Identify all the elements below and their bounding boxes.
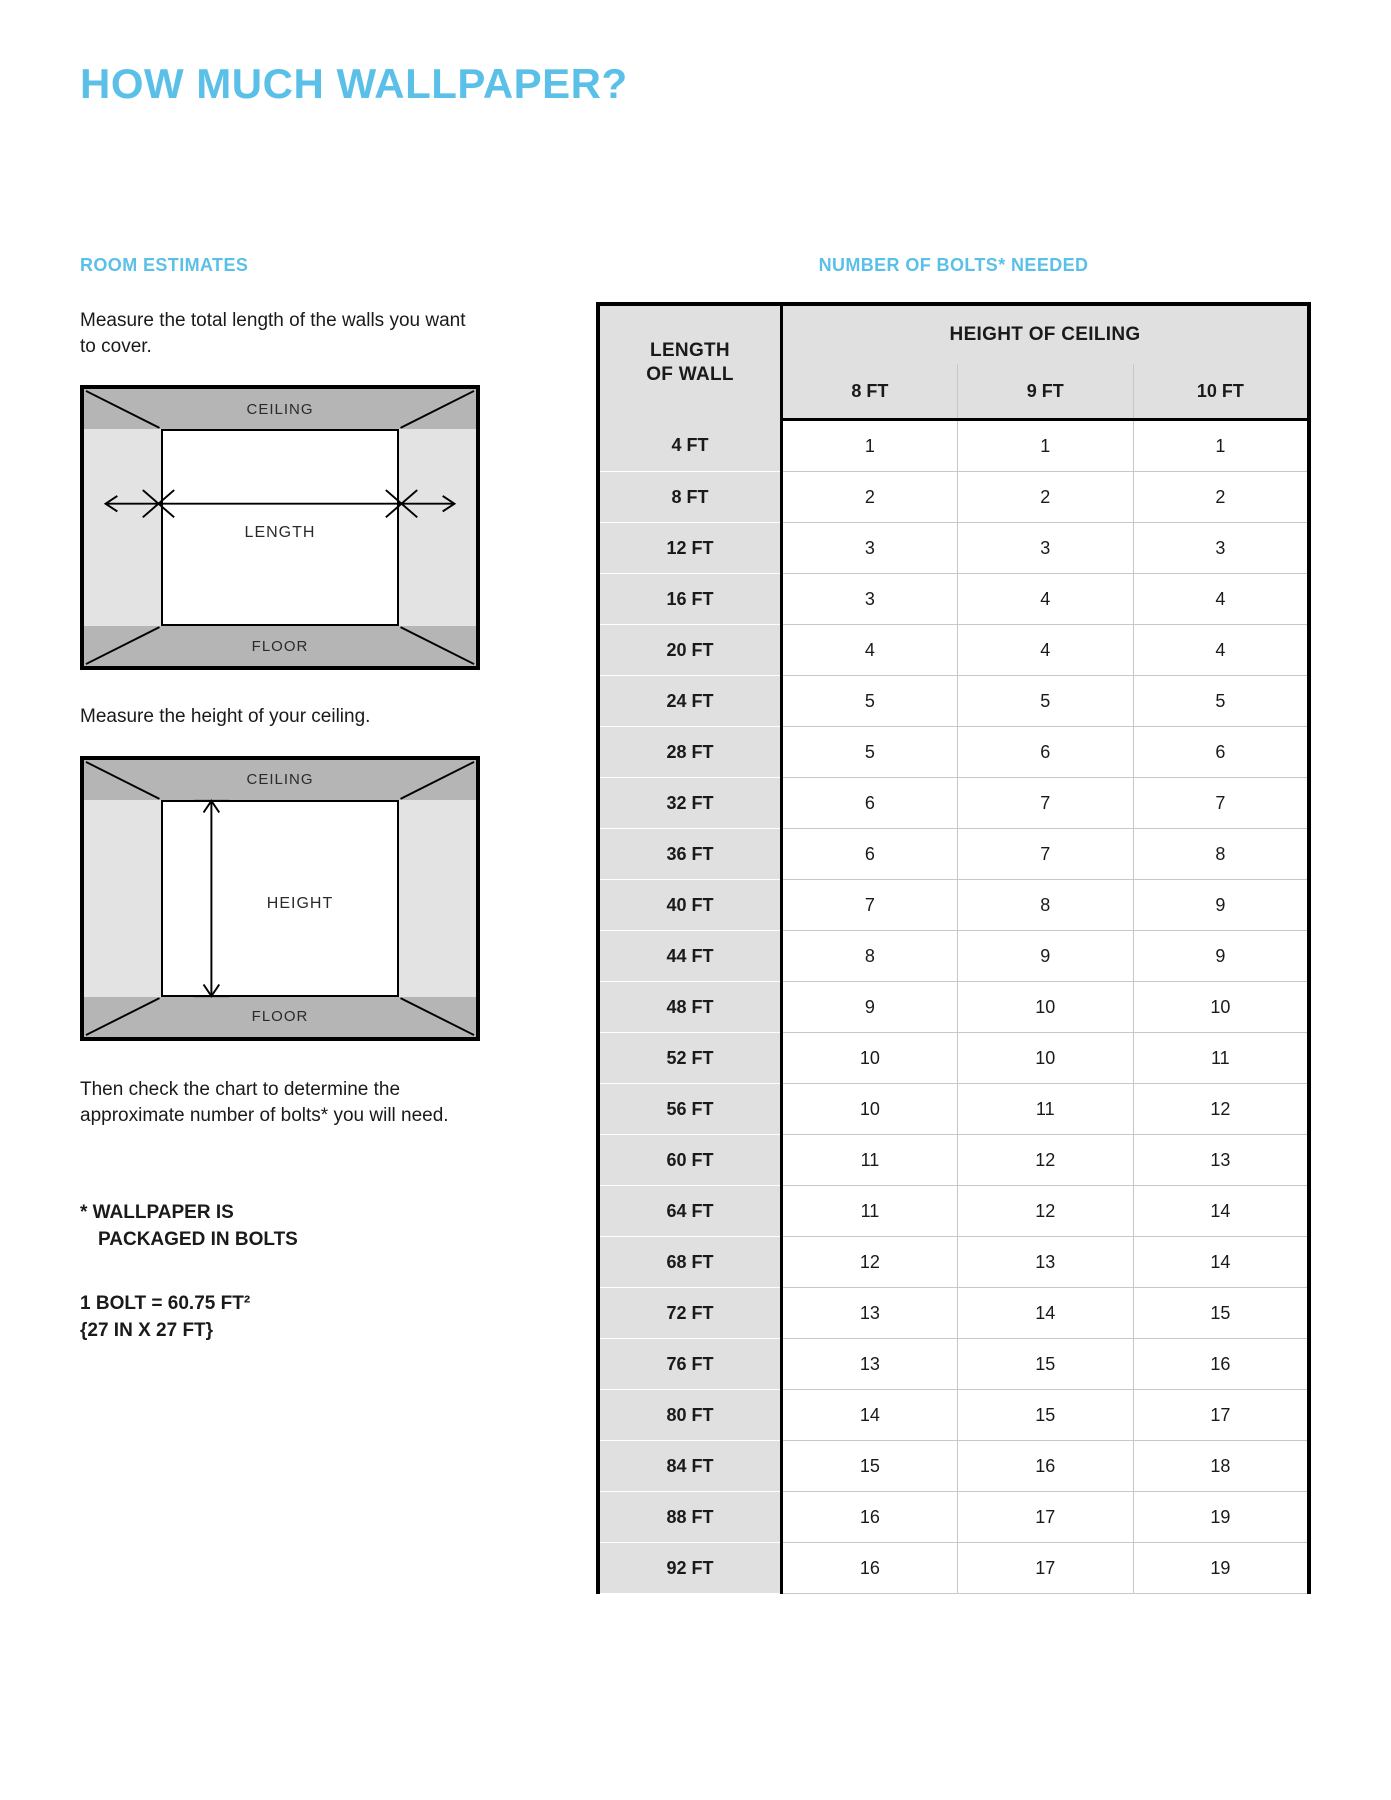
column-header-9ft: 9 FT xyxy=(957,364,1133,420)
floor-label: FLOOR xyxy=(251,1008,309,1026)
room-estimates-column xyxy=(80,255,480,1345)
row-label-length: 8 FT xyxy=(598,472,782,523)
step-2-text: Measure the height of your ceiling. xyxy=(80,706,371,728)
row-label-length: 60 FT xyxy=(598,1135,782,1186)
table-row xyxy=(598,931,1309,982)
table-row xyxy=(598,1135,1309,1186)
table-row xyxy=(598,880,1309,931)
row-label-length: 68 FT xyxy=(598,1237,782,1288)
table-header-row-group xyxy=(598,304,1309,364)
footnote-line-1: * WALLPAPER IS xyxy=(80,1202,234,1224)
table-row xyxy=(598,420,1309,472)
cell-bolts: 12 xyxy=(782,1237,958,1288)
cell-bolts: 1 xyxy=(957,420,1133,472)
cell-bolts: 11 xyxy=(957,1084,1133,1135)
cell-bolts: 3 xyxy=(1133,523,1309,574)
row-label-length: 4 FT xyxy=(598,420,782,472)
corner-label-line-1: LENGTH xyxy=(650,340,730,361)
table-row xyxy=(598,1237,1309,1288)
row-label-length: 12 FT xyxy=(598,523,782,574)
cell-bolts: 16 xyxy=(957,1441,1133,1492)
table-row xyxy=(598,1288,1309,1339)
cell-bolts: 17 xyxy=(957,1543,1133,1594)
column-header-10ft: 10 FT xyxy=(1133,364,1309,420)
group-header-height-of-ceiling: HEIGHT OF CEILING xyxy=(782,304,1310,364)
table-row xyxy=(598,1543,1309,1594)
cell-bolts: 7 xyxy=(782,880,958,931)
cell-bolts: 16 xyxy=(782,1492,958,1543)
table-row xyxy=(598,625,1309,676)
cell-bolts: 5 xyxy=(957,676,1133,727)
table-row xyxy=(598,574,1309,625)
row-label-length: 72 FT xyxy=(598,1288,782,1339)
cell-bolts: 14 xyxy=(957,1288,1133,1339)
row-label-length: 88 FT xyxy=(598,1492,782,1543)
footnote-line-2: PACKAGED IN BOLTS xyxy=(98,1228,298,1250)
table-row xyxy=(598,1033,1309,1084)
cell-bolts: 13 xyxy=(782,1288,958,1339)
cell-bolts: 10 xyxy=(957,982,1133,1033)
cell-bolts: 10 xyxy=(782,1033,958,1084)
cell-bolts: 1 xyxy=(782,420,958,472)
table-row xyxy=(598,1084,1309,1135)
row-label-length: 64 FT xyxy=(598,1186,782,1237)
cell-bolts: 9 xyxy=(1133,931,1309,982)
cell-bolts: 16 xyxy=(1133,1339,1309,1390)
cell-bolts: 8 xyxy=(782,931,958,982)
ceiling-label: CEILING xyxy=(246,400,314,418)
row-label-length: 92 FT xyxy=(598,1543,782,1594)
floor-band xyxy=(84,997,476,1037)
row-label-length: 84 FT xyxy=(598,1441,782,1492)
row-label-length: 24 FT xyxy=(598,676,782,727)
table-row xyxy=(598,1390,1309,1441)
cell-bolts: 1 xyxy=(1133,420,1309,472)
table-row xyxy=(598,982,1309,1033)
cell-bolts: 16 xyxy=(782,1543,958,1594)
table-body xyxy=(598,420,1309,1594)
row-label-length: 52 FT xyxy=(598,1033,782,1084)
cell-bolts: 2 xyxy=(957,472,1133,523)
cell-bolts: 13 xyxy=(1133,1135,1309,1186)
cell-bolts: 6 xyxy=(782,778,958,829)
cell-bolts: 12 xyxy=(957,1135,1133,1186)
cell-bolts: 14 xyxy=(1133,1237,1309,1288)
length-measure-label: LENGTH xyxy=(244,524,316,542)
cell-bolts: 10 xyxy=(957,1033,1133,1084)
height-measure-label: HEIGHT xyxy=(266,894,334,912)
table-row xyxy=(598,472,1309,523)
table-heading: NUMBER OF BOLTS* NEEDED xyxy=(818,255,1089,275)
column-header-8ft: 8 FT xyxy=(782,364,958,420)
corner-label-line-2: OF WALL xyxy=(646,363,734,385)
cell-bolts: 12 xyxy=(1133,1084,1309,1135)
page-title: HOW MUCH WALLPAPER? xyxy=(80,60,628,107)
row-label-length: 48 FT xyxy=(598,982,782,1033)
step-3-text: Then check the chart to determine the approximate number of bolts* you will need. xyxy=(80,1078,449,1126)
cell-bolts: 15 xyxy=(957,1390,1133,1441)
cell-bolts: 19 xyxy=(1133,1543,1309,1594)
table-row xyxy=(598,1339,1309,1390)
cell-bolts: 5 xyxy=(782,727,958,778)
cell-bolts: 4 xyxy=(1133,574,1309,625)
row-label-length: 40 FT xyxy=(598,880,782,931)
bolt-size-line-1: 1 BOLT = 60.75 FT² xyxy=(80,1293,251,1315)
room-diagram-length xyxy=(80,385,480,670)
cell-bolts: 15 xyxy=(1133,1288,1309,1339)
cell-bolts: 11 xyxy=(782,1135,958,1186)
ceiling-label: CEILING xyxy=(246,771,314,789)
cell-bolts: 11 xyxy=(782,1186,958,1237)
table-row xyxy=(598,1186,1309,1237)
cell-bolts: 18 xyxy=(1133,1441,1309,1492)
bolt-size-line-2: {27 IN X 27 FT} xyxy=(80,1319,214,1341)
cell-bolts: 12 xyxy=(957,1186,1133,1237)
bolts-table-section xyxy=(596,255,1311,1594)
floor-band xyxy=(84,626,476,666)
bolts-table xyxy=(596,302,1311,1594)
ceiling-band xyxy=(84,760,476,800)
table-header xyxy=(598,304,1309,420)
cell-bolts: 7 xyxy=(957,778,1133,829)
cell-bolts: 7 xyxy=(1133,778,1309,829)
table-row xyxy=(598,1492,1309,1543)
cell-bolts: 2 xyxy=(1133,472,1309,523)
cell-bolts: 15 xyxy=(957,1339,1133,1390)
row-label-length: 56 FT xyxy=(598,1084,782,1135)
cell-bolts: 11 xyxy=(1133,1033,1309,1084)
cell-bolts: 9 xyxy=(782,982,958,1033)
cell-bolts: 9 xyxy=(1133,880,1309,931)
table-row xyxy=(598,523,1309,574)
row-label-length: 32 FT xyxy=(598,778,782,829)
cell-bolts: 4 xyxy=(1133,625,1309,676)
ceiling-band xyxy=(84,389,476,429)
row-label-length: 20 FT xyxy=(598,625,782,676)
row-label-length: 44 FT xyxy=(598,931,782,982)
table-row xyxy=(598,778,1309,829)
cell-bolts: 17 xyxy=(957,1492,1133,1543)
cell-bolts: 13 xyxy=(782,1339,958,1390)
cell-bolts: 6 xyxy=(1133,727,1309,778)
row-label-length: 80 FT xyxy=(598,1390,782,1441)
cell-bolts: 9 xyxy=(957,931,1133,982)
row-label-length: 16 FT xyxy=(598,574,782,625)
floor-label: FLOOR xyxy=(251,637,309,655)
cell-bolts: 14 xyxy=(782,1390,958,1441)
table-row xyxy=(598,676,1309,727)
cell-bolts: 4 xyxy=(957,574,1133,625)
cell-bolts: 6 xyxy=(957,727,1133,778)
cell-bolts: 13 xyxy=(957,1237,1133,1288)
cell-bolts: 19 xyxy=(1133,1492,1309,1543)
section-heading-room-estimates: ROOM ESTIMATES xyxy=(80,255,249,275)
cell-bolts: 10 xyxy=(782,1084,958,1135)
step-1-text: Measure the total length of the walls you want to cover. xyxy=(80,310,466,357)
row-label-length: 76 FT xyxy=(598,1339,782,1390)
row-label-length: 36 FT xyxy=(598,829,782,880)
row-label-length: 28 FT xyxy=(598,727,782,778)
cell-bolts: 3 xyxy=(782,574,958,625)
cell-bolts: 2 xyxy=(782,472,958,523)
cell-bolts: 15 xyxy=(782,1441,958,1492)
corner-header-length-of-wall xyxy=(598,304,782,420)
cell-bolts: 8 xyxy=(957,880,1133,931)
cell-bolts: 3 xyxy=(957,523,1133,574)
table-row xyxy=(598,829,1309,880)
cell-bolts: 5 xyxy=(782,676,958,727)
cell-bolts: 3 xyxy=(782,523,958,574)
cell-bolts: 14 xyxy=(1133,1186,1309,1237)
room-diagram-height xyxy=(80,756,480,1041)
cell-bolts: 17 xyxy=(1133,1390,1309,1441)
cell-bolts: 4 xyxy=(782,625,958,676)
cell-bolts: 5 xyxy=(1133,676,1309,727)
cell-bolts: 4 xyxy=(957,625,1133,676)
cell-bolts: 10 xyxy=(1133,982,1309,1033)
cell-bolts: 7 xyxy=(957,829,1133,880)
cell-bolts: 6 xyxy=(782,829,958,880)
table-row xyxy=(598,727,1309,778)
cell-bolts: 8 xyxy=(1133,829,1309,880)
table-row xyxy=(598,1441,1309,1492)
